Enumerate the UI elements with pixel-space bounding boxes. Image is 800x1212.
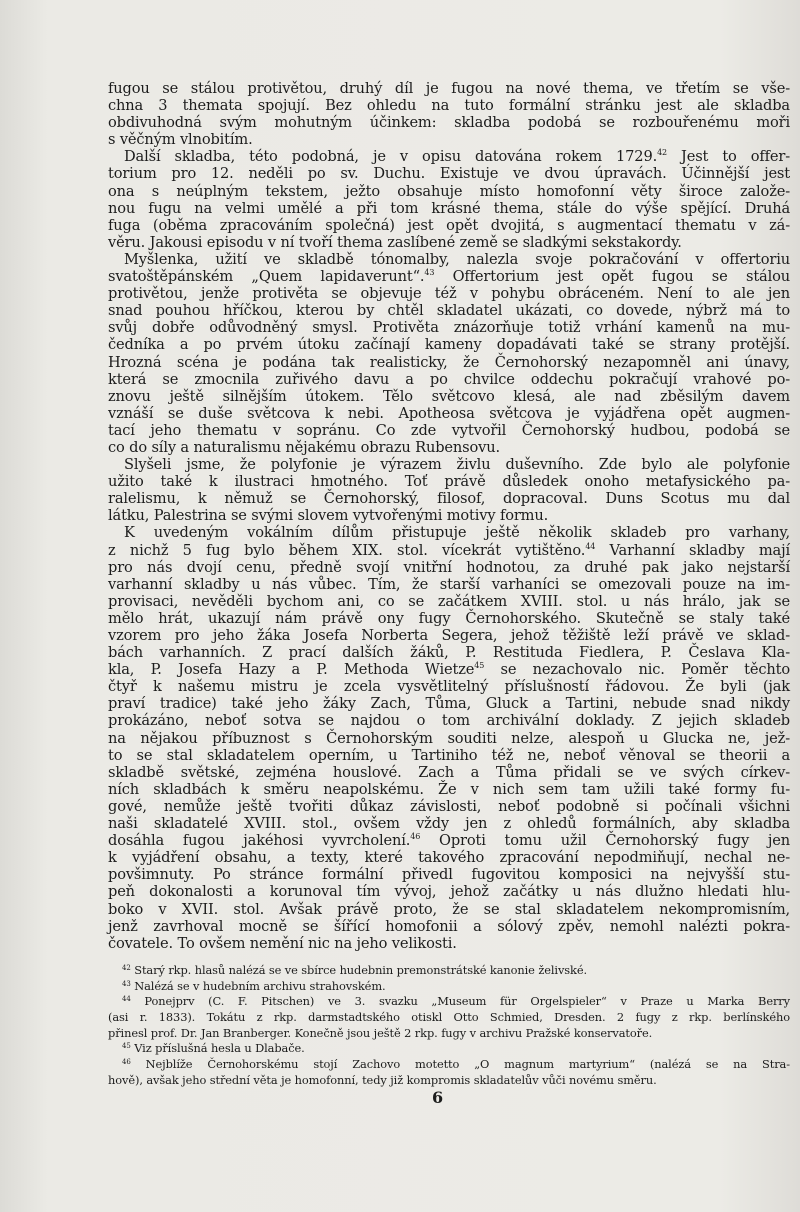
paragraph (108, 456, 790, 524)
text-line: vzorem pro jeho žáka Josefa Norberta Segera, jehož těžiště leží právě ve sklad- (108, 627, 790, 644)
text-line: bách varhanních. Z prací dalších žáků, P. Restituda Fiedlera, P. Česlava Kla- (108, 644, 790, 662)
text-line: s věčným vlnobitím. (108, 131, 253, 149)
text-line: praví tradice) také jeho žáky Zach, Tůma, Gluck a Tartini, nebude snad nikdy (108, 695, 790, 713)
text-line: ních skladbách k směru neapolskému. Že v nich sem tam užili také formy fu- (108, 780, 790, 798)
footnote (108, 1041, 790, 1057)
text-line: čovatele. To ovšem nemění nic na jeho velikosti. (108, 934, 457, 952)
text-line: látku, Palestrina se svými slovem vytvořenými motivy formu. (108, 507, 549, 525)
text-line: Slyšeli jsme, že polyfonie je výrazem živlu duševního. Zde bylo ale polyfonie (124, 456, 790, 474)
text-line: gové, nemůže ještě tvořiti důkaz závislosti, neboť podobně si počínali všichni (108, 797, 790, 815)
text-line: tací jeho thematu v sopránu. Co zde vytvořil Černohorský hudbou, podobá se (108, 421, 790, 439)
text-line: peň dokonalosti a korunoval tím vývoj, jehož začátky u nás dlužno hledati hlu- (108, 883, 790, 901)
text-line: Myšlenka, užití ve skladbě tónomalby, nalezla svoje pokračování v offertoriu (124, 250, 790, 268)
footnote-line (108, 994, 790, 1010)
footnote-reference: 43 (424, 268, 435, 278)
text-line: ona s neúplným tekstem, ježto obsahuje místo homofonní věty široce založe- (108, 182, 790, 200)
text-line: torium pro 12. neděli po sv. Duchu. Existuje ve dvou úpravách. Účinnější jest (108, 165, 790, 183)
text-line: chna 3 themata spojují. Bez ohledu na tuto formální stránku jest ale skladba (108, 97, 790, 115)
text-line: protivětou, jenže protivěta se objevuje též v pohybu obráceném. Není to ale jen (108, 285, 790, 303)
text-line: znovu ještě silnějším útokem. Tělo světcovo klesá, ale nad zběsilým davem (108, 387, 790, 405)
footnote (108, 1057, 790, 1088)
text-line: varhanní skladby u nás vůbec. Tím, že starší varhaníci se omezovali pouze na im- (108, 575, 790, 593)
text-line: to se stal skladatelem operním, u Tartiniho též ne, neboť věnoval se theorii a (108, 746, 790, 764)
text-line: pro nás dvojí cenu, předně svojí vnitřní hodnotou, za druhé pak jako nejstarší (108, 558, 790, 576)
text-line: provisaci, nevěděli bychom ani, co se začátkem XVIII. stol. u nás hrálo, jak se (108, 592, 790, 610)
footnote-line (108, 1073, 790, 1089)
footnote-line (108, 1057, 790, 1073)
text-line: mělo hrát, ukazují nám právě ony fugy Černohorského. Skutečně se staly také (108, 609, 790, 627)
text-line (108, 542, 790, 559)
text-line (108, 148, 790, 165)
footnote-text: hově), avšak jeho střední věta je homofonní, tedy již kompromis skladatelův vůči novému směru. (108, 1072, 657, 1087)
line-text: Jest to offer- (666, 148, 790, 166)
text-line: co do síly a naturalismu nějakému obrazu Rubensovu. (108, 438, 500, 456)
line-text: Oproti tomu užil Černohorský fugy jen (420, 832, 790, 850)
text-line: skladbě světské, zejména houslové. Zach a Tůma přidali se ve svých církev- (108, 763, 790, 781)
footnote-reference: 45 (474, 661, 485, 671)
footnote-text: (asi r. 1833). Tokátu z rkp. darmstadtského otiskl Otto Schmied, Dresden. 2 fugy z rkp. berlínského (108, 1010, 790, 1025)
text-line: fugou se stálou protivětou, druhý díl je fugou na nové thema, ve třetím se vše- (108, 80, 790, 97)
text-line: Hrozná scéna je podána tak realisticky, že Černohorský nezapomněl ani únavy, (108, 353, 790, 371)
line-text: z nichž 5 fug bylo během XIX. stol. vícekrát vytištěno. (108, 541, 586, 559)
paragraph (108, 251, 790, 456)
text-line: naši skladatelé XVIII. stol., ovšem vždy jen z ohledů formálních, aby skladba (108, 815, 790, 833)
footnote-text: Starý rkp. hlasů nalézá se ve sbírce hudebnin premonstrátské kanonie želivské. (134, 963, 588, 977)
page-number: 6 (432, 1088, 444, 1107)
footnote-number: 42 (122, 964, 131, 972)
footnote-text: Ponejprv (C. F. Pitschen) ve 3. svazku „Museum für Orgelspieler“ v Praze u Marka Berry (144, 994, 790, 1009)
footnote-text: Nejblíže Černohorskému stojí Zachovo motetto „O magnum martyrium“ (nalézá se na Stra- (145, 1057, 790, 1072)
text-line: snad pouhou hříčkou, kterou by chtěl skladatel ukázati, co dovede, nýbrž má to (108, 302, 790, 320)
footnote (108, 994, 790, 1041)
text-line: obdivuhodná svým mohutným účinkem: skladba podobá se rozbouřenému moři (108, 114, 790, 132)
text-line: ralelismu, k němuž se Černohorský, filosof, dopracoval. Duns Scotus mu dal (108, 490, 790, 508)
text-line: čedníka a po prvém útoku začínají kameny dopadávati také se strany protější. (108, 336, 790, 354)
line-text: dosáhla fugou jakéhosi vyvrcholení. (108, 832, 411, 850)
footnote-number: 46 (122, 1058, 131, 1067)
text-line: věru. Jakousi episodu v ní tvoří thema zaslíbené země se sladkými sekstakordy. (108, 233, 682, 251)
footnote-number: 43 (122, 979, 131, 988)
text-line: K uvedeným vokálním dílům přistupuje ještě několik skladeb pro varhany, (124, 524, 790, 542)
line-text: kla, P. Josefa Hazy a P. Methoda Wietze (108, 661, 475, 679)
line-text: svatoštěpánském „Quem lapidaverunt“. (108, 268, 425, 286)
line-text: Další skladba, této podobná, je v opisu datována rokem 1729. (124, 148, 658, 166)
footnote-reference: 42 (657, 148, 667, 158)
footnote-number: 45 (122, 1042, 131, 1051)
paragraph (108, 80, 790, 148)
text-line: boko v XVII. stol. Avšak právě proto, že se stal skladatelem nekompromisním, (108, 900, 790, 918)
body-text (108, 80, 790, 952)
footnote-reference: 44 (585, 541, 596, 551)
footnote-reference: 46 (410, 832, 421, 842)
text-line: svůj dobře odůvodněný smysl. Protivěta znázorňuje totiž vrhání kamenů na mu- (108, 319, 790, 337)
footnote-number: 44 (122, 995, 131, 1004)
line-text: se nezachovalo nic. Poměr těchto (484, 661, 790, 679)
footnote-text: přinesl prof. Dr. Jan Branberger. Konečně jsou ještě 2 rkp. fugy v archivu Pražské konservatoře. (108, 1025, 653, 1040)
footnote (108, 979, 790, 995)
paragraph (108, 524, 790, 951)
text-line: prokázáno, neboť sotva se najdou o tom archivální doklady. Z jejich skladeb (108, 712, 790, 730)
footnote-text: Nalézá se v hudebním archivu strahovském. (134, 978, 386, 993)
paragraph (108, 148, 790, 251)
text-line (108, 268, 790, 285)
text-line: fuga (oběma zpracováním společná) jest opět dvojitá, s augmentací thematu v zá- (108, 216, 790, 234)
footnote (108, 963, 790, 979)
footnote-line (108, 1010, 790, 1026)
text-line (108, 661, 790, 678)
footnote-line (108, 979, 790, 995)
line-text: Varhanní skladby mají (595, 541, 791, 559)
text-line: vznáší se duše světcova k nebi. Apotheosa světcova je vyjádřena opět augmen- (108, 404, 790, 422)
footnote-line (108, 1041, 790, 1057)
text-line: na nějakou příbuznost s Černohorským souditi nelze, alespoň u Glucka ne, jež- (108, 729, 790, 747)
footnote-line (108, 963, 790, 979)
footnote-line (108, 1026, 790, 1042)
line-text: Offertorium jest opět fugou se stálou (434, 268, 790, 286)
text-line (108, 832, 790, 849)
text-line: užito také k ilustraci hmotného. Toť právě důsledek onoho metafysického pa- (108, 473, 790, 491)
text-line: která se zmocnila zuřivého davu a po chvilce oddechu pokračují vrahové po- (108, 370, 790, 388)
text-line: k vyjádření obsahu, a texty, které takového zpracování nepodmiňují, nechal ne- (108, 849, 790, 867)
text-line: nou fugu na velmi umělé a při tom krásné thema, stále do výše spějící. Druhá (108, 199, 790, 217)
text-line: povšimnuty. Po stránce formální přivedl fugovitou komposici na nejvyšší stu- (108, 866, 790, 884)
text-line: čtyř k našemu mistru je zcela vysvětlitelný příslušností řádovou. Že byli (jak (108, 678, 790, 696)
text-line: jenž zavrhoval mocně se šířící homofonii a sólový zpěv, nemohl nalézti pokra- (108, 917, 790, 935)
footnote-text: Viz příslušná hesla u Dlabače. (134, 1041, 305, 1056)
footnotes (108, 963, 790, 1089)
